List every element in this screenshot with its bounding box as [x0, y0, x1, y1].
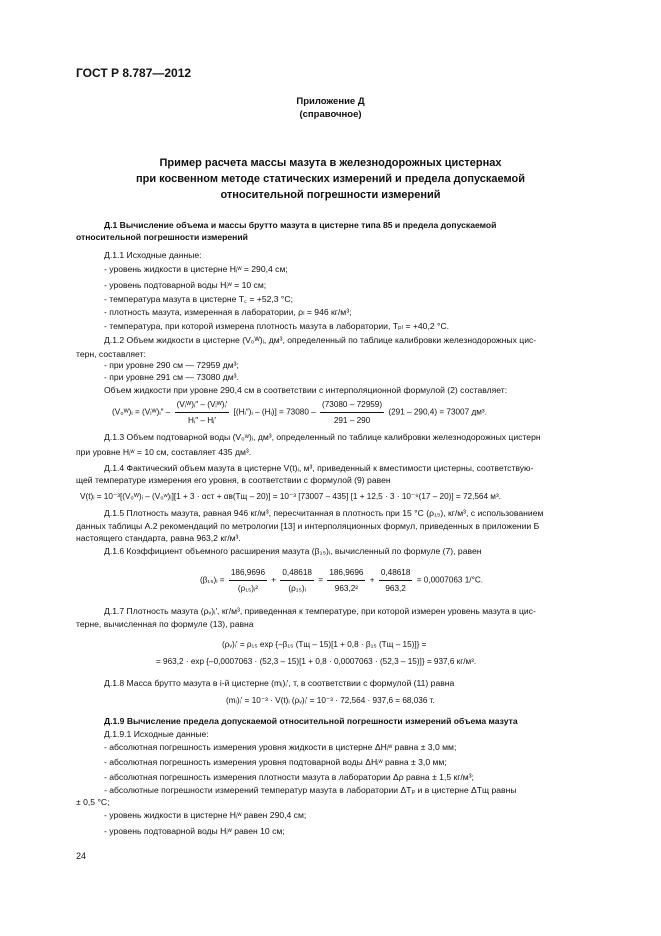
standard-header: ГОСТ Р 8.787—2012: [76, 66, 192, 80]
para-line: Д.1.4 Фактический объем мазута в цистерне V(t)ᵢ, м³, приведенный к вместимости цистерны, соответствую-: [104, 463, 534, 473]
list-item: - уровень жидкости в цистерне Hᵢʷ = 290,4 см;: [104, 264, 288, 274]
list-item: - при уровне 291 см — 73080 дм³.: [104, 372, 239, 382]
para-line: Д.1.7 Плотность мазута (ρᵥ)ᵢ′, кг/м³, приведенная к температуре, при которой измерен уровень мазута в цис-: [104, 606, 536, 616]
appendix-type: (справочное): [299, 109, 362, 120]
para-line: данных таблицы А.2 рекомендаций по метрологии [13] и интерполяционных формул, приведенных в приложении Б: [76, 521, 540, 531]
appendix-label: Приложение Д: [296, 96, 365, 107]
list-item-cont: ± 0,5 °C;: [76, 797, 110, 807]
para-line: Д.1.6 Коэффициент объемного расширения мазута (β₁₅)ᵢ, вычисленный по формуле (7), равен: [104, 546, 482, 556]
page-number: 24: [76, 851, 87, 861]
formula-expansion-coefficient: (β₁₅)ᵢ = $\frac{186,9696}{\text{(ρ₁₅)ᵢ²}}$ + $\frac{0,48618}{\text{(ρ₁₅)ᵢ}}$ = $\frac{186,9696}{\text{963,2²}}$ + $\frac{0,48618}{963,2}$ = 0,0007063 1/°C.: [200, 568, 484, 593]
formula-numerator: 0,48618: [280, 566, 314, 581]
formula-text: (β₁₅)ᵢ =: [200, 575, 225, 585]
list-item: - абсолютная погрешность измерения уровня жидкости в цистерне ΔHᵢʷ равна ± 3,0 мм;: [104, 742, 457, 752]
formula-text: = 0,0007063 1/°C.: [416, 575, 484, 585]
title-line-2: при косвенном методе статических измерений и предела допускаемой: [135, 173, 525, 185]
list-item: - абсолютная погрешность измерения уровня подтоварной воды ΔHᵢʷ равна ± 3,0 мм;: [104, 757, 447, 767]
list-item: - уровень жидкости в цистерне Hᵢʷ равен 290,4 см;: [104, 810, 307, 820]
formula-numerator: (73080 – 72959): [320, 398, 384, 413]
para-line: терне, вычисленная по формуле (13), равна: [76, 619, 254, 629]
list-item: - абсолютная погрешность измерения плотности мазута в лаборатории Δρ равна ± 1,5 кг/м³;: [104, 772, 474, 782]
formula-numerator: (Vᵢᵂ)ᵢ″ – (Vᵢᵂ)ᵢ′: [175, 398, 230, 413]
para-line: Д.1.8 Масса брутто мазута в i-й цистерне (mᵢ)ᵢ′, т, в соответствии с формулой (11) равна: [104, 678, 455, 688]
section-heading: Д.1 Вычисление объема и массы брутто мазута в цистерне типа 85 и предела допускаемой: [104, 220, 497, 230]
list-item: - температура, при которой измерена плотность мазута в лаборатории, Tₚₗ = +40,2 °C.: [104, 321, 450, 331]
list-item: - абсолютные погрешности измерений температур мазута в лаборатории ΔTₚ и в цистерне ΔTщ равны: [104, 785, 517, 795]
formula-volume-interpolation: [112, 398, 487, 427]
para-line: щей температуре измерения его уровня, в соответствии с формулой (9) равен: [76, 475, 391, 485]
para-line: Д.1.5 Плотность мазута, равная 946 кг/м³, пересчитанная в плотность при 15 °C (ρ₁₅), кг/м³, с использованием: [104, 508, 544, 518]
para-line: Д.1.3 Объем подтоварной воды (V₀ʷ)ᵢ, дм³, определенный по таблице калибровки железнодорожных цистерн: [104, 432, 541, 442]
formula-numerator: 186,9696: [327, 566, 365, 581]
formula-denominator: 963,2: [385, 584, 406, 593]
title-line-1: Пример расчета массы мазута в железнодорожных цистернах: [159, 157, 502, 169]
subsection-heading: Д.1.9 Вычисление предела допускаемой относительной погрешности измерений объема мазута: [104, 716, 518, 726]
list-item: - температура мазута в цистерне T꜀ = +52,3 °C;: [104, 294, 293, 304]
formula-numerator: 186,9696: [229, 566, 267, 581]
para-line: Д.1.9.1 Исходные данные:: [104, 729, 209, 739]
formula-denominator: Hᵢ″ – Hᵢ′: [188, 416, 216, 425]
formula-text: [(Hᵢ″)ᵢ – (Hᵢ)] = 73080 –: [233, 407, 316, 417]
formula-denominator: (ρ₁₅)ᵢ: [288, 584, 306, 593]
para-line: Д.1.2 Объем жидкости в цистерне (V₀ᵂ)ᵢ, дм³, определенный по таблице калибровки железнодорожных цис-: [104, 335, 537, 345]
formula-density-line-1: (ρᵥ)ᵢ′ = ρ₁₅ exp {–β₁₅ (Tщ – 15)[1 + 0,8 · β₁₅ (Tщ – 15)]} =: [222, 640, 427, 649]
para-line: Объем жидкости при уровне 290,4 см в соответствии с интерполяционной формулой (2) составляет:: [104, 385, 508, 395]
formula-denominator: 963,2²: [334, 584, 358, 593]
formula-text: (291 – 290,4) = 73007 дм³.: [388, 407, 487, 417]
list-item: - при уровне 290 см — 72959 дм³;: [104, 360, 239, 370]
para-line: терн, составляет:: [76, 349, 146, 359]
para-line: настоящего стандарта, равна 963,2 кг/м³.: [76, 533, 241, 543]
list-item: - уровень подтоварной воды Hᵢʷ = 10 см;: [104, 280, 267, 290]
formula-denominator: 291 – 290: [333, 416, 371, 425]
formula-actual-volume: V(t)ᵢ = 10⁻³[(V₀ᵂ)ᵢ – (V₀ʷ)ᵢ][1 + 3 · αст + αв(Tщ – 20)] = 10⁻³ [73007 – 435] [1 + 12,5 · 3 · 10⁻⁶(17 – 20)] = 72,564 м³.: [80, 492, 501, 501]
formula-gross-mass: (mᵢ)ᵢ′ = 10⁻³ · V(t)ᵢ (ρᵥ)ᵢ′ = 10⁻³ · 72,564 · 937,6 = 68,036 т.: [226, 696, 435, 705]
formula-numerator: 0,48618: [379, 566, 413, 581]
formula-text: (V₀ᵂ)ᵢ = (Vᵢᵂ)ᵢ″ –: [112, 407, 171, 417]
list-item: - плотность мазута, измеренная в лаборатории, ρₗ = 946 кг/м³;: [104, 307, 352, 317]
para-line: при уровне Hᵢʷ = 10 см, составляет 435 дм³.: [76, 447, 252, 457]
list-item: - уровень подтоварной воды Hᵢʷ равен 10 см;: [104, 826, 285, 836]
title-line-3: относительной погрешности измерений: [220, 189, 441, 201]
para-line: Д.1.1 Исходные данные:: [104, 250, 202, 260]
section-heading-cont: относительной погрешности измерений: [76, 232, 248, 242]
formula-density-line-2: = 963,2 · exp {–0,0007063 · (52,3 – 15)[1 + 0,8 · 0,0007063 · (52,3 – 15)]} = 937,6 кг/м³.: [156, 657, 477, 666]
formula-denominator: (ρ₁₅)ᵢ²: [237, 584, 259, 593]
